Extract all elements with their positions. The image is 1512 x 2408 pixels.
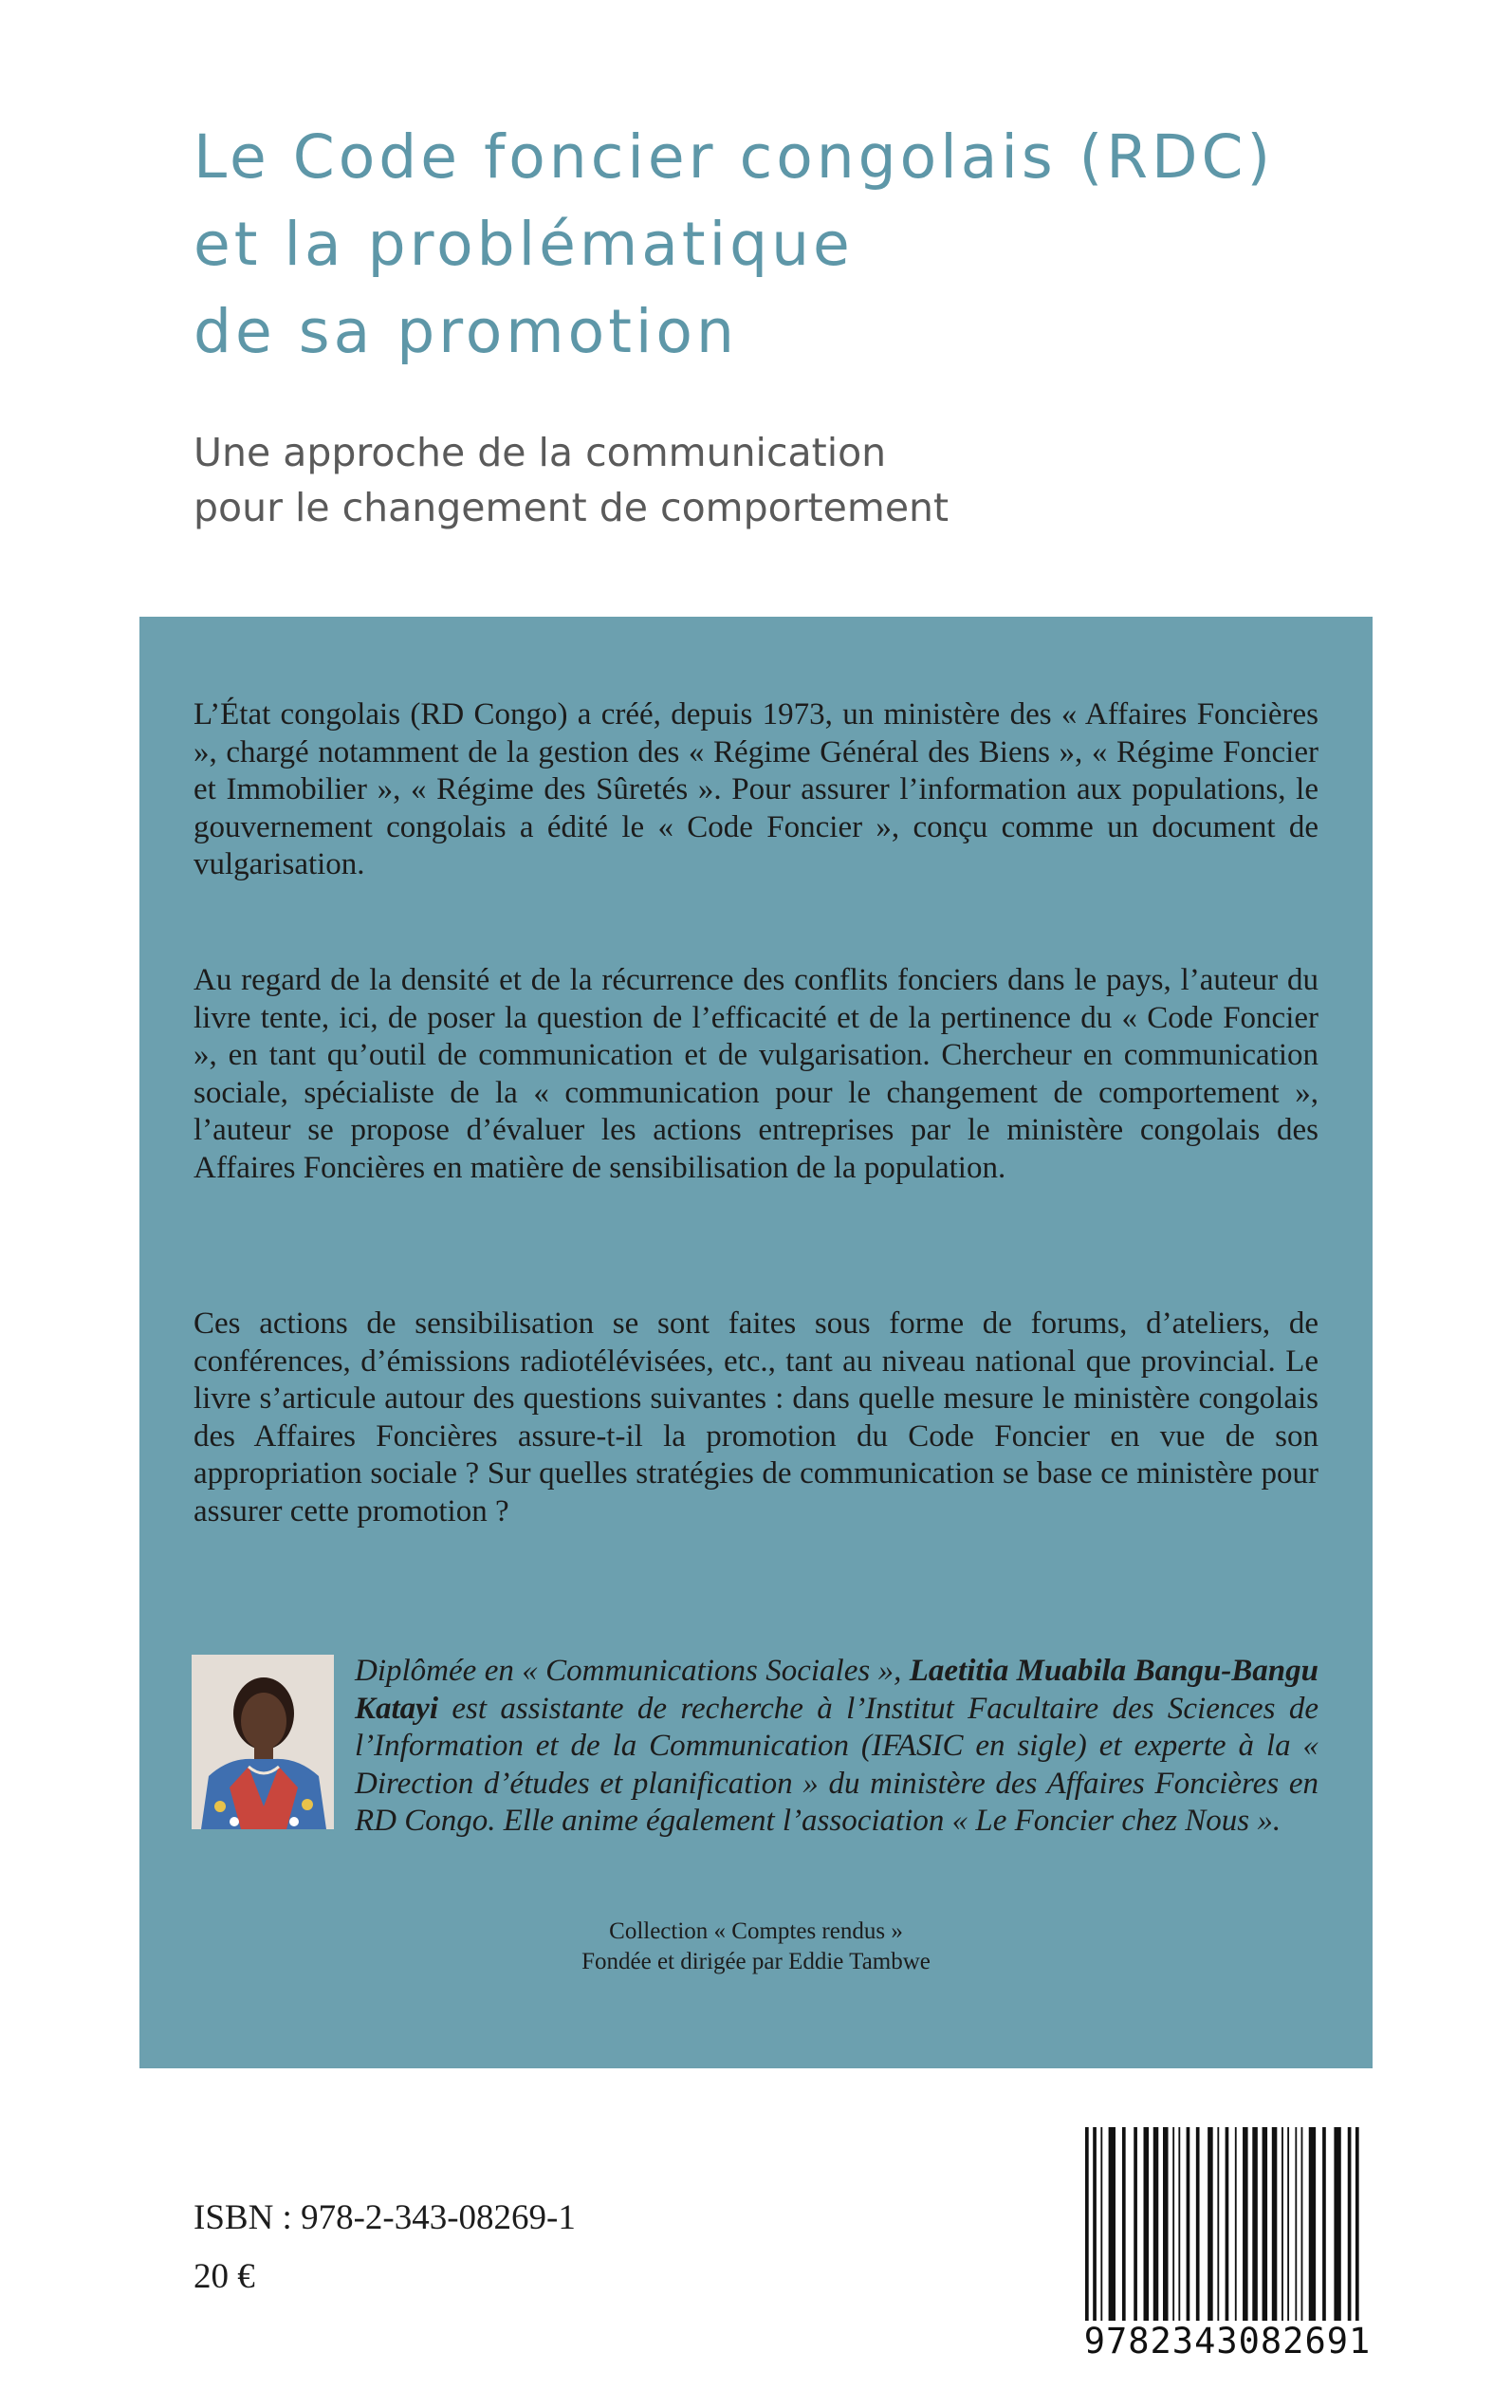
barcode-bar-29	[1355, 2127, 1359, 2321]
subtitle-line-2: pour le changement de comportement	[194, 485, 950, 530]
barcode-bar-20	[1272, 2127, 1278, 2321]
subtitle-line-1: Une approche de la communication	[194, 430, 887, 475]
barcode-bar-21	[1282, 2127, 1283, 2321]
barcode-bar-26	[1322, 2127, 1326, 2321]
barcode-bar-22	[1287, 2127, 1289, 2321]
barcode-bar-19	[1263, 2127, 1268, 2321]
barcode-bar-18	[1252, 2127, 1258, 2321]
barcode-bar-27	[1334, 2127, 1340, 2321]
barcode-bars	[1081, 2127, 1374, 2323]
barcode-bar-23	[1295, 2127, 1297, 2321]
collection-director: Fondée et dirigée par Eddie Tambwe	[581, 1949, 931, 1974]
barcode-bar-0	[1085, 2127, 1089, 2321]
barcode-bar-8	[1163, 2127, 1169, 2321]
barcode-bar-14	[1217, 2127, 1219, 2321]
author-bio-intro: Diplômée en « Communications Sociales »,	[355, 1654, 910, 1688]
barcode-bar-13	[1208, 2127, 1213, 2321]
barcode	[1081, 2127, 1374, 2364]
barcode-bar-10	[1178, 2127, 1180, 2321]
barcode-bar-2	[1100, 2127, 1102, 2321]
author-bio-rest: est assistante de recherche à l’Institut Facultaire des Sciences de l’Information et de la Communication (IFASIC en sigle) et experte à la « Direction d’études et planification » du ministère des Affaires Foncières en RD Congo. Elle anime également l’association « Le Foncier chez Nous ».	[355, 1691, 1318, 1839]
barcode-bar-4	[1122, 2127, 1126, 2321]
barcode-bar-3	[1109, 2127, 1116, 2321]
barcode-bar-25	[1309, 2127, 1316, 2321]
title-line-2: et la problématique	[194, 210, 854, 279]
collection-name: Collection « Comptes rendus »	[609, 1918, 903, 1944]
barcode-bar-15	[1226, 2127, 1229, 2321]
title-line-3: de sa promotion	[194, 297, 738, 366]
summary-panel	[139, 617, 1373, 2068]
barcode-bar-24	[1301, 2127, 1303, 2321]
author-bio	[355, 1653, 1318, 1841]
barcode-bar-11	[1187, 2127, 1190, 2321]
title-line-1: Le Code foncier congolais (RDC)	[194, 122, 1275, 192]
barcode-bar-7	[1153, 2127, 1159, 2321]
book-title	[194, 114, 1379, 376]
barcode-digits: 9782343082691	[1083, 2321, 1372, 2362]
barcode-bar-28	[1348, 2127, 1352, 2321]
barcode-bar-1	[1093, 2127, 1097, 2321]
barcode-bar-9	[1172, 2127, 1174, 2321]
barcode-bar-5	[1134, 2127, 1137, 2321]
barcode-bar-12	[1196, 2127, 1200, 2321]
barcode-bar-6	[1144, 2127, 1150, 2321]
barcode-bar-16	[1235, 2127, 1237, 2321]
summary-paragraph-2: Au regard de la densité et de la récurrence des conflits fonciers dans le pays, l’auteur du livre tente, ici, de poser la question de l’efficacité et de la pertinence du « Code Foncier », en tant qu’outil de communication et de vulgarisation. Chercheur en communication sociale, spécialiste de la « communication pour le changement de comportement », l’auteur se propose d’évaluer les actions entreprises par le ministère congolais des Affaires Foncières en matière de sensibilisation de la population.	[194, 963, 1318, 1185]
price: 20 €	[194, 2257, 255, 2296]
barcode-bar-17	[1243, 2127, 1248, 2321]
summary-paragraph-1: L’État congolais (RD Congo) a créé, depuis 1973, un ministère des « Affaires Foncières », chargé notamment de la gestion des « Régime Général des Biens », « Régime Foncier et Immobilier », « Régime des Sûretés ». Pour assurer l’information aux populations, le gouvernement congolais a édité le « Code Foncier », conçu comme un document de vulgarisation.	[194, 697, 1318, 882]
author-photo	[192, 1655, 334, 1829]
book-subtitle	[194, 425, 1332, 535]
summary-paragraph-3: Ces actions de sensibilisation se sont faites sous forme de forums, d’ateliers, de conférences, d’émissions radiotélévisées, etc., tant au niveau national que provincial. Le livre s’articule autour des questions suivantes : dans quelle mesure le ministère congolais des Affaires Foncières assure-t-il la promotion du Code Foncier en vue de son appropriation sociale ? Sur quelles stratégies de communication se base ce ministère pour assurer cette promotion ?	[194, 1306, 1318, 1528]
author-name: Laetitia Muabila Bangu-Bangu Katayi	[355, 1654, 1318, 1726]
isbn: ISBN : 978-2-343-08269-1	[194, 2198, 576, 2237]
